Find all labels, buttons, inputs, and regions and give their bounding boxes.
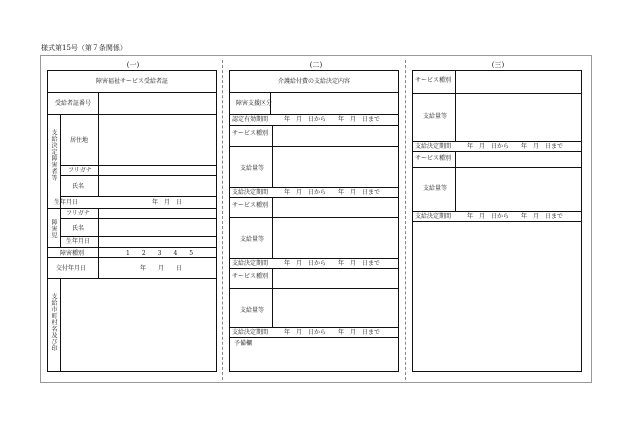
name-label: 氏名: [72, 183, 85, 190]
furigana-label: フリガナ: [68, 167, 92, 174]
issue-date-label: 交付年月日: [56, 265, 87, 272]
amount-label: 支給量等: [240, 236, 265, 243]
birthdate-value: 年 月 日: [152, 199, 183, 206]
birthdate-label: 生年月日: [54, 199, 79, 206]
amount-label: 支給量等: [240, 307, 265, 314]
panel-recipient-certificate: [47, 70, 217, 372]
child-furigana-label: フリガナ: [66, 210, 90, 217]
decision-period-label: 支給決定期間: [232, 189, 269, 196]
amount-label: 支給量等: [423, 113, 448, 120]
section-label-two: (二): [309, 61, 323, 69]
holder-group-label: 支給決定障害者等: [50, 129, 57, 181]
section-label-three: (三): [491, 61, 505, 69]
form-number: 様式第15号（第７条関係）: [41, 44, 127, 52]
cert-period-value: 年 月 日から 年 月 日まで: [284, 116, 381, 123]
panel-benefit-decision: [229, 70, 399, 372]
service-type-label: サービス種別: [415, 155, 452, 162]
decision-period-value: 年 月 日から 年 月 日まで: [284, 329, 381, 336]
panel-benefit-decision-continued: [412, 70, 582, 372]
panel2-title: 介護給付費の支給決定内容: [277, 78, 350, 85]
service-type-label: サービス種別: [232, 273, 269, 280]
support-class-label: 障害支援区分: [236, 100, 273, 107]
fold-line-1: [222, 60, 224, 380]
panel1-title: 障害福祉サービス受給者証: [95, 78, 168, 85]
address-label: 居住地: [70, 137, 89, 144]
section-label-one: (一): [126, 61, 140, 69]
fold-line-2: [405, 60, 407, 380]
child-name-label: 氏名: [72, 225, 85, 232]
amount-label: 支給量等: [240, 165, 265, 172]
notes-label: 予備欄: [234, 340, 253, 347]
decision-period-label: 支給決定期間: [232, 260, 269, 267]
decision-period-value: 年 月 日から 年 月 日まで: [467, 213, 564, 220]
cert-period-label: 認定有効期間: [232, 116, 269, 123]
service-type-label: サービス種別: [232, 202, 269, 209]
municipality-label: 支給市町村名及び印: [50, 293, 57, 352]
child-birthdate-label: 生年月日: [66, 238, 91, 245]
amount-label: 支給量等: [423, 185, 448, 192]
disability-type-label: 障害種別: [60, 250, 85, 257]
issue-date-value: 年 月 日: [140, 265, 183, 272]
decision-period-value: 年 月 日から 年 月 日まで: [284, 260, 381, 267]
service-type-label: サービス種別: [232, 130, 269, 137]
recipient-number-label: 受給者証番号: [55, 100, 92, 107]
service-type-label: サービス種別: [415, 77, 452, 84]
disability-type-numbers: 1 2 3 4 5: [126, 250, 194, 257]
decision-period-label: 支給決定期間: [415, 213, 452, 220]
decision-period-value: 年 月 日から 年 月 日まで: [284, 189, 381, 196]
child-group-label: 障害児: [50, 219, 57, 239]
decision-period-value: 年 月 日から 年 月 日まで: [467, 143, 564, 150]
decision-period-label: 支給決定期間: [415, 143, 452, 150]
decision-period-label: 支給決定期間: [232, 329, 269, 336]
